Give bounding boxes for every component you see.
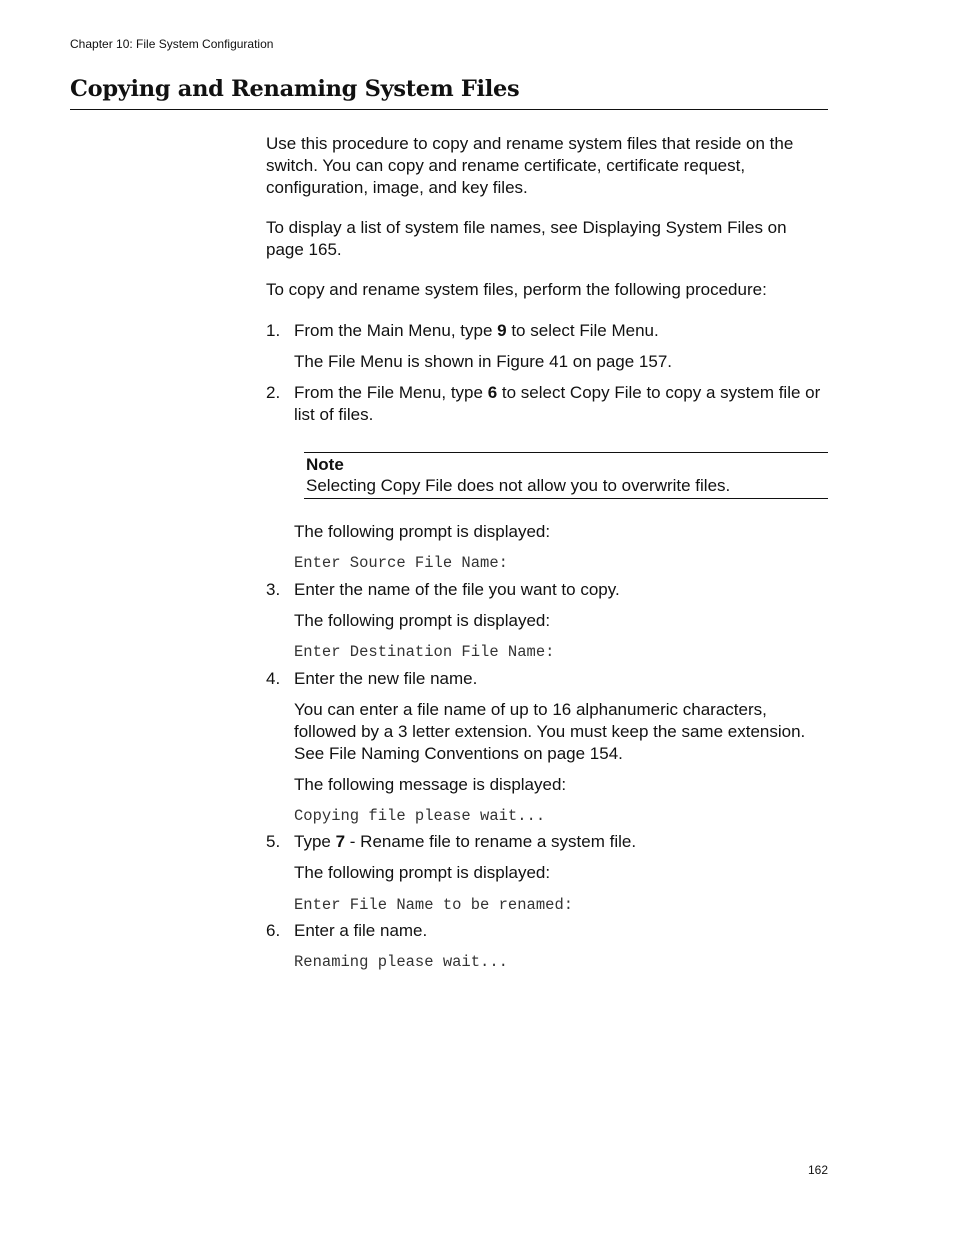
title-rule <box>70 109 828 110</box>
section-title: Copying and Renaming System Files <box>70 76 520 102</box>
step-2-prompt-intro: The following prompt is displayed: <box>294 522 551 541</box>
step-2-key: 6 <box>487 383 498 402</box>
step-5-key: 7 <box>335 832 346 851</box>
step-3-text: Enter the name of the file you want to copy. <box>294 580 620 599</box>
intro-paragraph-1: Use this procedure to copy and rename system files that reside on the switch. You can copy and rename certificate, certificate request, configuration, image, and key files. <box>266 134 794 197</box>
step-1-text: From the Main Menu, type 9 to select File Menu. <box>294 321 659 340</box>
intro-paragraph-2: To display a list of system file names, see Displaying System Files on page 165. <box>266 218 787 259</box>
step-1-key: 9 <box>497 321 507 340</box>
page-number: 162 <box>808 1163 829 1177</box>
step-4-subtext-1: You can enter a file name of up to 16 alphanumeric characters, followed by a 3 letter extension. You must keep the same extension. See File Naming Conventions on page 154. <box>294 700 806 763</box>
intro-paragraph-3: To copy and rename system files, perform the following procedure: <box>266 280 767 299</box>
step-3-subtext: The following prompt is displayed: <box>294 611 551 630</box>
step-5-text: Type 7 - Rename file to rename a system file. <box>294 832 637 851</box>
running-header: Chapter 10: File System Configuration <box>70 37 274 51</box>
step-3-number: 3. <box>266 580 281 599</box>
step-2-number: 2. <box>266 383 281 402</box>
step-5-number: 5. <box>266 832 281 851</box>
step-4-text: Enter the new file name. <box>294 669 478 688</box>
step-6-code: Renaming please wait... <box>294 953 508 971</box>
note-box <box>304 452 828 499</box>
step-6-text: Enter a file name. <box>294 921 428 940</box>
step-3-code: Enter Destination File Name: <box>294 643 555 661</box>
note-heading: Note <box>306 455 344 474</box>
step-5-subtext: The following prompt is displayed: <box>294 863 551 882</box>
note-text: Selecting Copy File does not allow you to overwrite files. <box>306 476 731 495</box>
step-1-number: 1. <box>266 321 281 340</box>
step-4-number: 4. <box>266 669 281 688</box>
step-4-code: Copying file please wait... <box>294 807 546 825</box>
step-1-subtext: The File Menu is shown in Figure 41 on page 157. <box>294 352 673 371</box>
step-2-code: Enter Source File Name: <box>294 554 508 572</box>
step-4-subtext-2: The following message is displayed: <box>294 775 567 794</box>
step-2-text: From the File Menu, type 6 to select Copy File to copy a system file or list of files. <box>294 383 821 424</box>
step-5-code: Enter File Name to be renamed: <box>294 896 574 914</box>
step-6-number: 6. <box>266 921 281 940</box>
